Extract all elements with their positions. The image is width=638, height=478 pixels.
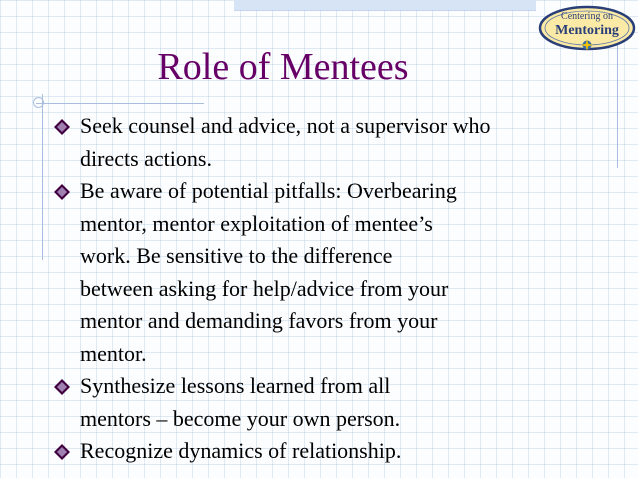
bullet-item-2 [50, 175, 630, 370]
bullet-1-line-1: Seek counsel and advice, not a supervisor who [80, 113, 491, 138]
bullet-1-line-2: directs actions. [80, 145, 212, 171]
bullet-4-line-1: Recognize dynamics of relationship. [80, 438, 402, 463]
slide-title: Role of Mentees [157, 46, 409, 88]
bullet-item-4 [50, 435, 630, 468]
bullet-item-1 [50, 110, 630, 175]
decorative-horizontal-line [36, 103, 204, 104]
bullet-2-line-5: mentor and demanding favors from your [80, 308, 438, 333]
bullet-3-line-1: Synthesize lessons learned from all [80, 373, 391, 398]
compass-rose-icon [581, 39, 593, 51]
bullet-list [50, 110, 630, 468]
bullet-2-line-6: mentor. [80, 340, 147, 366]
bullet-2-line-1: Be aware of potential pitfalls: Overbearing [80, 178, 457, 203]
bullet-3-line-2: mentors – become your own person. [80, 405, 401, 431]
decorative-ring-icon [33, 97, 44, 108]
top-decorative-band [234, 0, 536, 11]
bullet-2-line-3: work. Be sensitive to the difference [80, 243, 393, 268]
diamond-bullet-icon [54, 119, 70, 135]
diamond-bullet-icon [54, 444, 70, 460]
decorative-vertical-line [42, 94, 43, 260]
bullet-2-line-2: mentor, mentor exploitation of mentee’s [80, 210, 433, 236]
bullet-2-line-4: between asking for help/advice from your [80, 275, 449, 301]
logo-top-text: Centering on [561, 11, 613, 22]
diamond-bullet-icon [54, 379, 70, 395]
diamond-bullet-icon [54, 184, 70, 200]
logo-main-text: Mentoring [555, 23, 619, 38]
bullet-item-3 [50, 370, 630, 435]
